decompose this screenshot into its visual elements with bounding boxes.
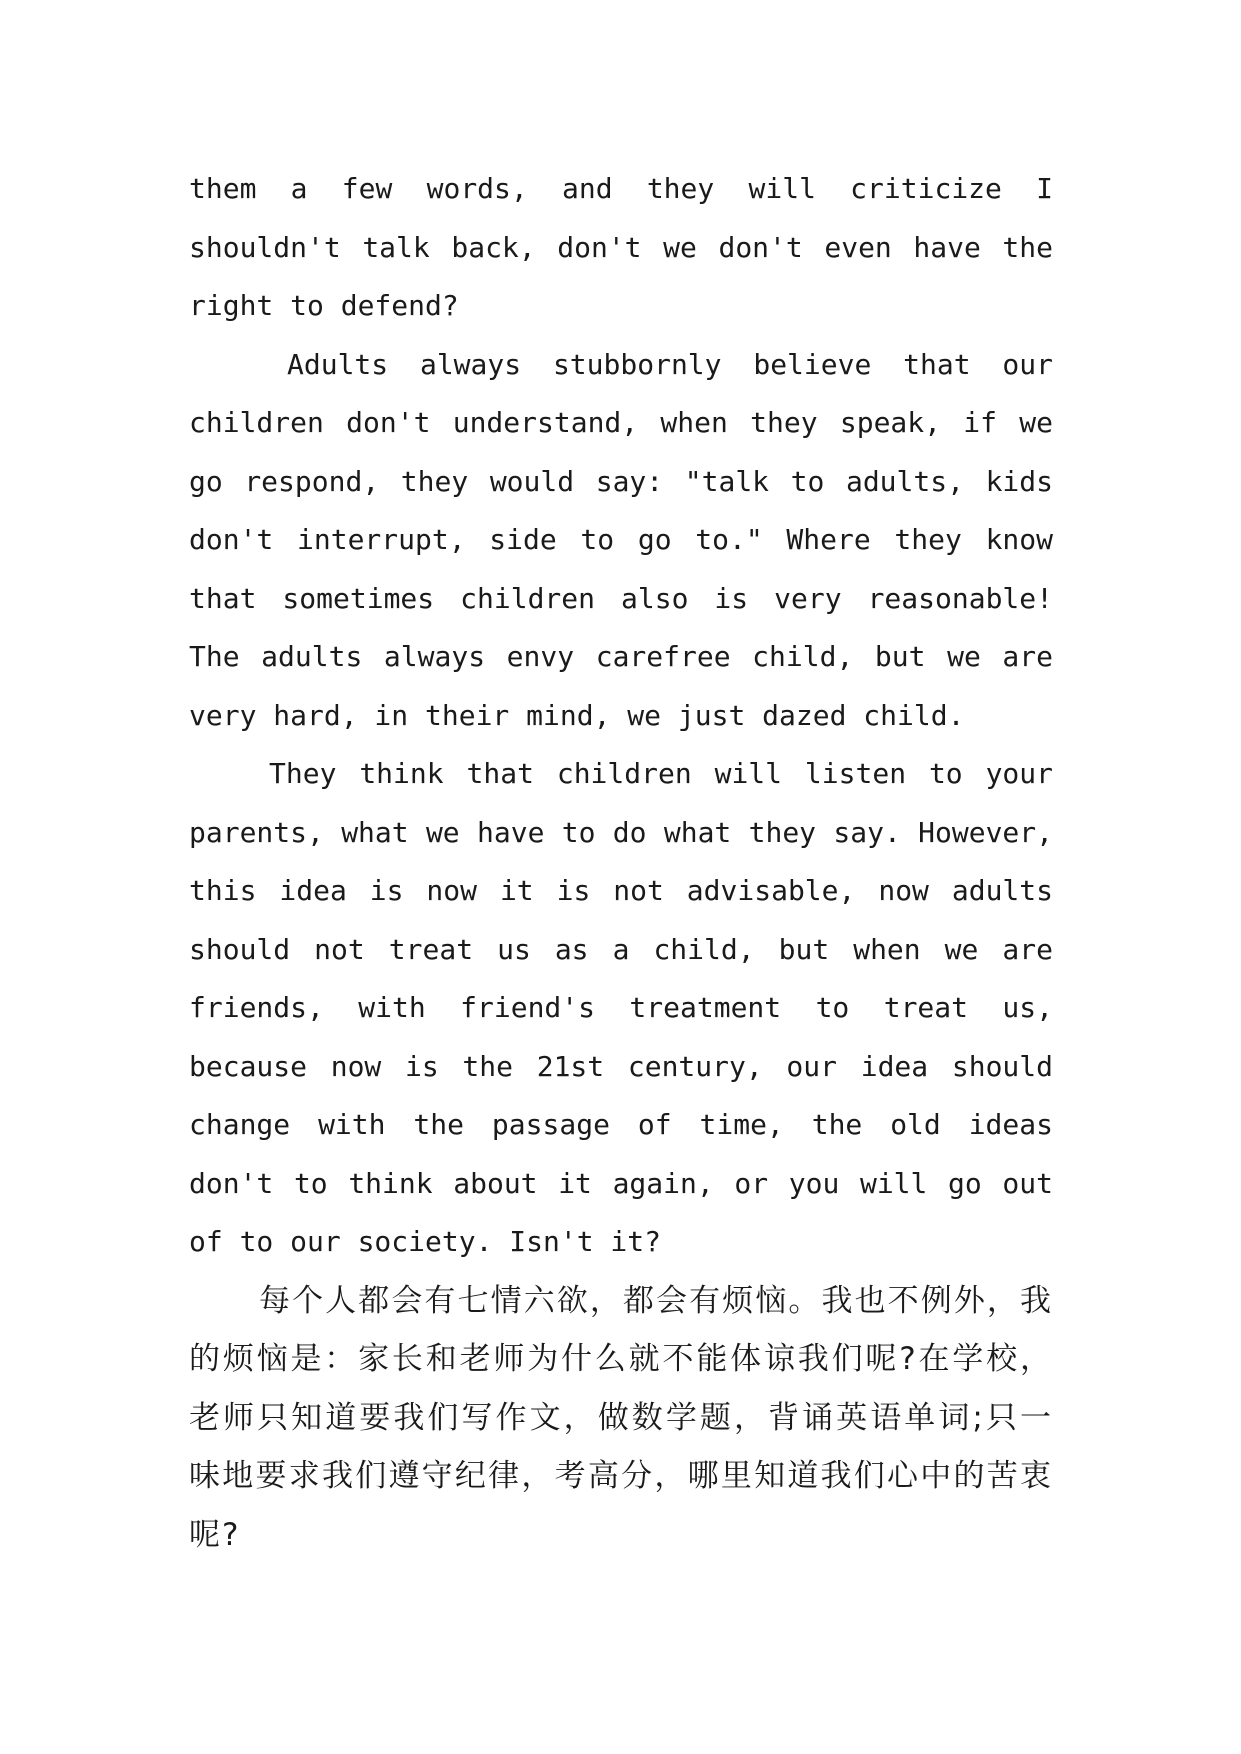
paragraph-they-think — [189, 745, 1053, 1272]
text-line: of to our society. Isn't it? — [189, 1225, 662, 1258]
text-line: should not treat us as a child, but when we are — [189, 932, 1053, 966]
text-line: very hard, in their mind, we just dazed child. — [189, 698, 965, 732]
paragraph-chinese — [189, 1272, 1053, 1565]
text-line: change with the passage of time, the old ideas — [189, 1108, 1053, 1141]
text-line: friends, with friend's treatment to treat us, — [189, 991, 1053, 1024]
text-line: right to defend? — [189, 289, 459, 322]
text-line: The adults always envy carefree child, but we are — [189, 640, 1053, 673]
text-line: 每个人都会有七情六欲，都会有烦恼。我也不例外，我 — [259, 1282, 1053, 1319]
text-line: They think that children will listen to your — [269, 757, 1053, 790]
text-line: 呢? — [189, 1516, 241, 1553]
text-line: go respond, they would say: "talk to adults, kids — [189, 464, 1053, 498]
text-line: 老师只知道要我们写作文，做数学题，背诵英语单词;只一 — [189, 1399, 1053, 1436]
text-line: this idea is now it is not advisable, now adults — [189, 874, 1053, 907]
text-line: parents, what we have to do what they say. However, — [189, 815, 1053, 849]
paragraph-adults — [189, 336, 1053, 746]
text-line: 味地要求我们遵守纪律，考高分，哪里知道我们心中的苦衷 — [189, 1458, 1053, 1494]
text-line: Adults always stubbornly believe that our — [287, 347, 1053, 381]
text-line: shouldn't talk back, don't we don't even have the — [189, 230, 1053, 264]
text-line: because now is the 21st century, our idea should — [189, 1049, 1053, 1083]
text-line: children don't understand, when they speak, if we — [189, 406, 1053, 439]
text-line: don't interrupt, side to go to." Where they know — [189, 523, 1053, 556]
text-line: 的烦恼是：家长和老师为什么就不能体谅我们呢?在学校， — [189, 1341, 1053, 1377]
document-body — [189, 160, 1053, 1564]
paragraph-continuation — [189, 160, 1053, 336]
text-line: don't to think about it again, or you will go out — [189, 1166, 1053, 1200]
text-line: that sometimes children also is very reasonable! — [189, 581, 1053, 615]
text-line: them a few words, and they will criticize I — [189, 172, 1053, 205]
